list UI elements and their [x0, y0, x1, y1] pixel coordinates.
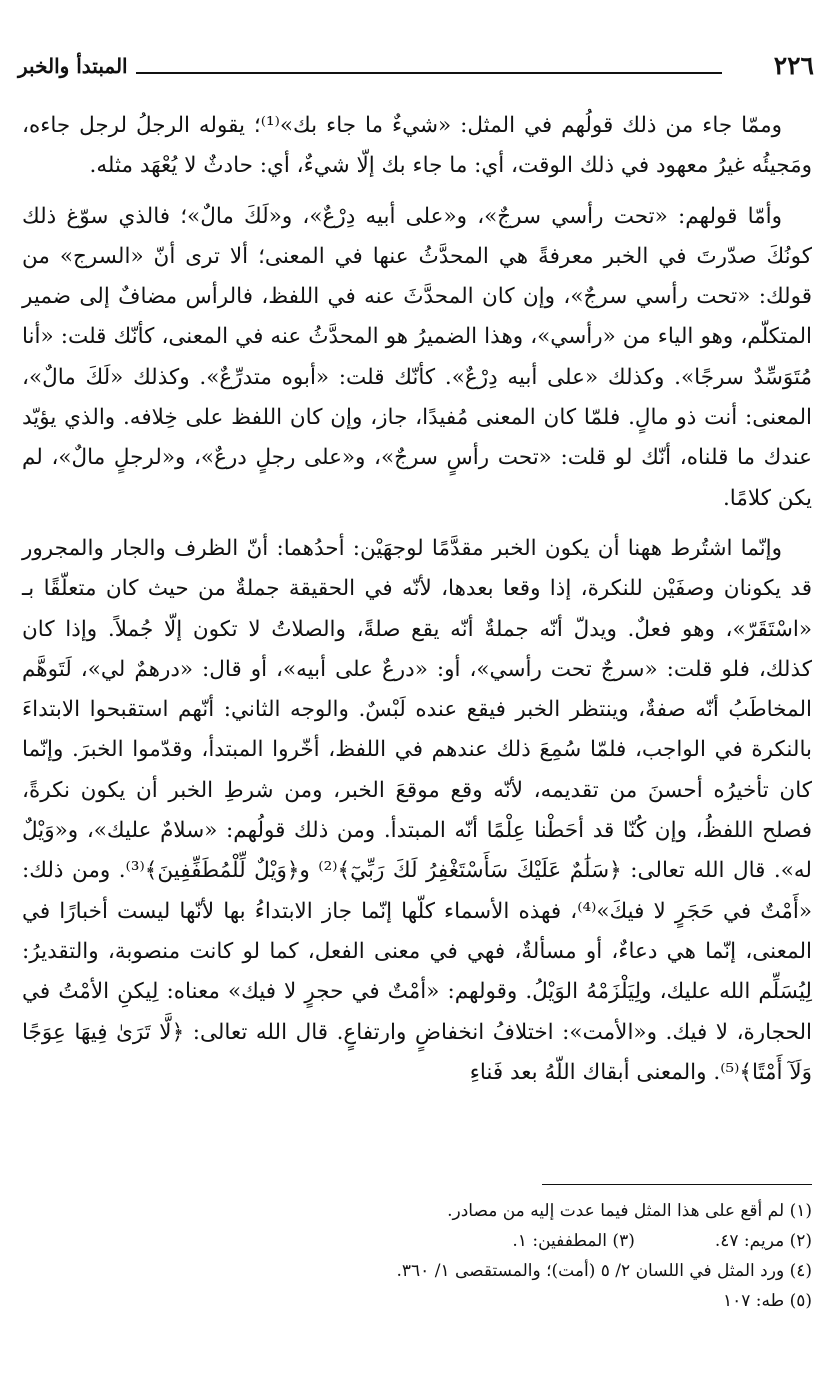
page-number: ٢٢٦: [773, 51, 814, 80]
footnote-2: (٢) مريم: ٤٧.: [714, 1231, 812, 1251]
main-text: [22, 106, 812, 1093]
footnote-row-2-3: [22, 1226, 812, 1256]
footnote-5: (٥) طه: ١٠٧: [723, 1291, 812, 1311]
chapter-title: المبتدأ والخبر: [18, 54, 128, 78]
footnote-rule: [542, 1184, 812, 1185]
paragraph-2: وأمّا قولهم: «تحت رأسي سرجٌ»، و«على أبيه دِرْعٌ»، و«لَكَ مالٌ»؛ فالذي سوّغ ذلك كونُكَ صدّرتَ في الخبر معرفةً هي المحدَّثُ عنها في المعنى؛ ألا ترى أنّ «السرج» من قولك: «تحت رأسي سرجٌ»، وإن كان المحدَّثَ عنه في اللفظ، فالرأس مضافٌ إلى ضمير المتكلّم، وهو الياء من «رأسي»، وهذا الضميرُ هو المحدَّثُ عنه في المعنى، كأنّك قلت: «أنا مُتَوَسِّدٌ سرجًا». وكذلك «على أبيه دِرْعٌ». كأنّك قلت: «أبوه متدرِّعٌ». وكذلك «لَكَ مالٌ»، المعنى: أنت ذو مالٍ. فلمّا كان المعنى مُفيدًا، جاز، وإن كان اللفظ على خِلافه. والذي يؤيّد عندك ما قلناه، أنّك لو قلت: «تحت رأسٍ سرجٌ»، و«على رجلٍ درعٌ»، و«لرجلٍ مالٌ»، لم يكن كلامًا.: [22, 203, 812, 511]
footnote-1: (١) لم أقع على هذا المثل فيما عدت إليه من مصادر.: [447, 1201, 812, 1221]
footnote-4: (٤) ورد المثل في اللسان ٢/ ٥ (أمت)؛ والمستقصى ١/ ٣٦٠.: [396, 1261, 812, 1281]
paragraph-1: وممّا جاء من ذلك قولُهم في المثل: «شيءٌ ما جاء بك»⁽¹⁾؛ يقوله الرجلُ لرجل جاءه، ومَجيئُه غيرُ معهود في ذلك الوقت، أي: ما جاء بك إلّا شيءٌ، أي: حادثٌ لا يُعْهَد مثله.: [22, 113, 812, 179]
header-rule: [136, 72, 722, 74]
paragraph-3: وإنّما اشتُرط ههنا أن يكون الخبر مقدَّمًا لوجهَيْن: أحدُهما: أنّ الظرف والجار والمجرور قد يكونان وصفَيْن للنكرة، إذا وقعا بعدها، لأنّه في الحقيقة جملةٌ من حيث كان متعلّقًا بـ «اسْتَقَرّ»، وهو فعلٌ. ويدلّ أنّه جملةٌ أنّه يقع صلةً، والصلاتُ لا تكون إلّا جُملاً. وإذا كان كذلك، فلو قلت: «سرجٌ تحت رأسي»، أو: «درعٌ على أبيه»، أو قال: «درهمٌ لي»، لَتَوهَّم المخاطَبُ أنّه صفةٌ، وينتظر الخبر فيقع عنده لَبْسٌ. والوجه الثاني: أنّهم استقبحوا الابتداءَ بالنكرة في الواجب، فلمّا سُمِعَ ذلك عندهم في اللفظ، أخّروا المبتدأ، وقدّموا الخبرَ. وإنّما كان تأخيرُه أحسنَ من تقديمه، لأنّه وقع موقعَ الخبر، ومن شرطِ الخبر أن يكون نكرةً، فصلح اللفظُ، وإن كُنّا قد أحَطْنا عِلْمًا أنّه المبتدأ. ومن ذلك قولُهم: «سلامٌ عليك»، و«وَيْلٌ له». قال الله تعالى: ﴿سَلَٰمٌ عَلَيْكَ سَأَسْتَغْفِرُ لَكَ رَبِّيٓ﴾⁽²⁾ و﴿وَيْلٌ لِّلْمُطَفِّفِينَ﴾⁽³⁾. ومن ذلك: «أَمْتٌ في حَجَرٍ لا فيكَ»⁽⁴⁾، فهذه الأسماء كلّها إنّما جاز الابتداءُ بها لأنّها ليست أخبارًا في المعنى، إنّما هي دعاءٌ، أو مسألةٌ، فهي في معنى الفعل، كما لو كانت منصوبة، والتقديرُ: لِيُسَلِّم الله عليك، ولِيَلْزَمْهُ الوَيْلُ. وقولهم: «أمْتٌ في حجرٍ لا فيك» معناه: لِيكنِ الأمْتُ في الحجارة، لا فيك. و«الأمت»: اختلافُ انخفاضٍ وارتفاعٍ. قال الله تعالى: ﴿لَّا تَرَىٰ فِيهَا عِوَجًا وَلَآ أَمْتًا﴾⁽⁵⁾. والمعنى أبقاك اللّهُ بعد فَناءِ: [22, 535, 812, 1085]
running-header: [18, 46, 814, 86]
footnote-3: (٣) المطففين: ١.: [512, 1231, 635, 1251]
footnotes: [22, 1196, 812, 1316]
